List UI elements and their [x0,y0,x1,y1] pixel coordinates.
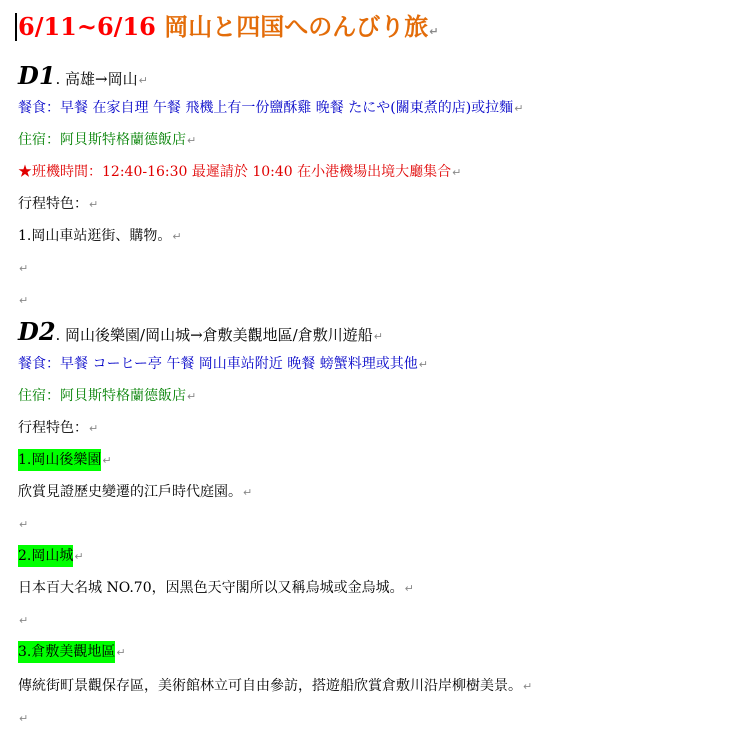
d2-item3-desc [18,676,532,697]
d2-heading-text: . 岡山後樂園/岡山城→倉敷美觀地區/倉敷川遊船 [55,326,373,344]
text-cursor [15,13,17,41]
d1-heading [18,61,148,91]
paragraph-mark: ↵ [243,486,253,499]
d2-item1-title [18,450,112,471]
d1-meals [18,98,523,119]
paragraph-mark: ↵ [172,230,182,243]
d2-meals [18,354,428,375]
paragraph-mark: ↵ [523,680,533,693]
d2-meals-text: 餐食：早餐 コーヒー亭 午餐 岡山車站附近 晚餐 螃蟹料理或其他 [18,356,418,372]
paragraph-mark: ↵ [89,198,99,211]
d2-item1-desc [18,482,252,503]
paragraph-mark: ↵ [138,74,148,87]
empty-paragraph [18,258,28,279]
title-dates: 6/11~6/16 [18,12,156,41]
d2-features-label-text: 行程特色： [18,420,88,436]
paragraph-mark: ↵ [19,712,29,725]
d2-item2-desc [18,578,414,599]
d2-item2-title [18,546,84,567]
d2-item3-title [18,642,126,663]
d2-features-label [18,418,98,439]
d1-item1 [18,226,182,247]
d2-item3-desc-text: 傳統街町景觀保存區，美術館林立可自由參訪，搭遊船欣賞倉敷川沿岸柳樹美景。 [18,678,522,694]
paragraph-mark: ↵ [19,262,29,275]
d1-features-label-text: 行程特色： [18,196,88,212]
paragraph-mark: ↵ [116,646,126,659]
d2-item1-desc-text: 欣賞見證歷史變遷的江戶時代庭園。 [18,484,242,500]
d2-hotel [18,386,196,407]
d1-hotel-text: 住宿：阿貝斯特格蘭德飯店 [18,132,186,148]
empty-paragraph [18,610,28,631]
paragraph-mark: ↵ [514,102,524,115]
paragraph-mark: ↵ [19,518,29,531]
paragraph-mark: ↵ [89,422,99,435]
empty-paragraph [18,514,28,535]
d1-meals-text: 餐食：早餐 在家自理 午餐 飛機上有一份鹽酥雞 晚餐 たにや(關東煮的店)或拉麵 [18,100,514,116]
paragraph-mark: ↵ [74,550,84,563]
paragraph-mark: ↵ [19,614,29,627]
paragraph-mark: ↵ [404,582,414,595]
d1-flight-text: ★班機時間：12:40-16:30 最遲請於 10:40 在小港機場出境大廳集合 [18,164,452,180]
paragraph-mark: ↵ [373,330,383,343]
paragraph-mark: ↵ [187,390,197,403]
paragraph-mark: ↵ [418,358,428,371]
empty-paragraph [18,290,28,311]
d2-heading [18,317,383,347]
title-text: 岡山と四国へのんびり旅 [155,12,429,41]
d1-heading-text: . 高雄→岡山 [55,70,138,88]
d2-item2-title-text: 2.岡山城 [18,545,73,567]
paragraph-mark: ↵ [102,454,112,467]
d1-label: D1 [18,61,56,90]
d2-item3-title-text: 3.倉敷美觀地區 [18,641,115,663]
paragraph-mark: ↵ [429,25,439,38]
d2-label: D2 [18,317,56,346]
document-title [18,12,438,47]
d2-item2-desc-text: 日本百大名城 NO.70，因黑色天守閣所以又稱烏城或金烏城。 [18,580,404,596]
paragraph-mark: ↵ [452,166,462,179]
d1-flight [18,162,461,183]
paragraph-mark: ↵ [187,134,197,147]
d1-hotel [18,130,196,151]
d1-features-label [18,194,98,215]
d1-item1-text: 1.岡山車站逛街、購物。 [18,228,172,244]
d2-item1-title-text: 1.岡山後樂園 [18,449,101,471]
empty-paragraph [18,708,28,729]
d2-hotel-text: 住宿：阿貝斯特格蘭德飯店 [18,388,186,404]
paragraph-mark: ↵ [19,294,29,307]
